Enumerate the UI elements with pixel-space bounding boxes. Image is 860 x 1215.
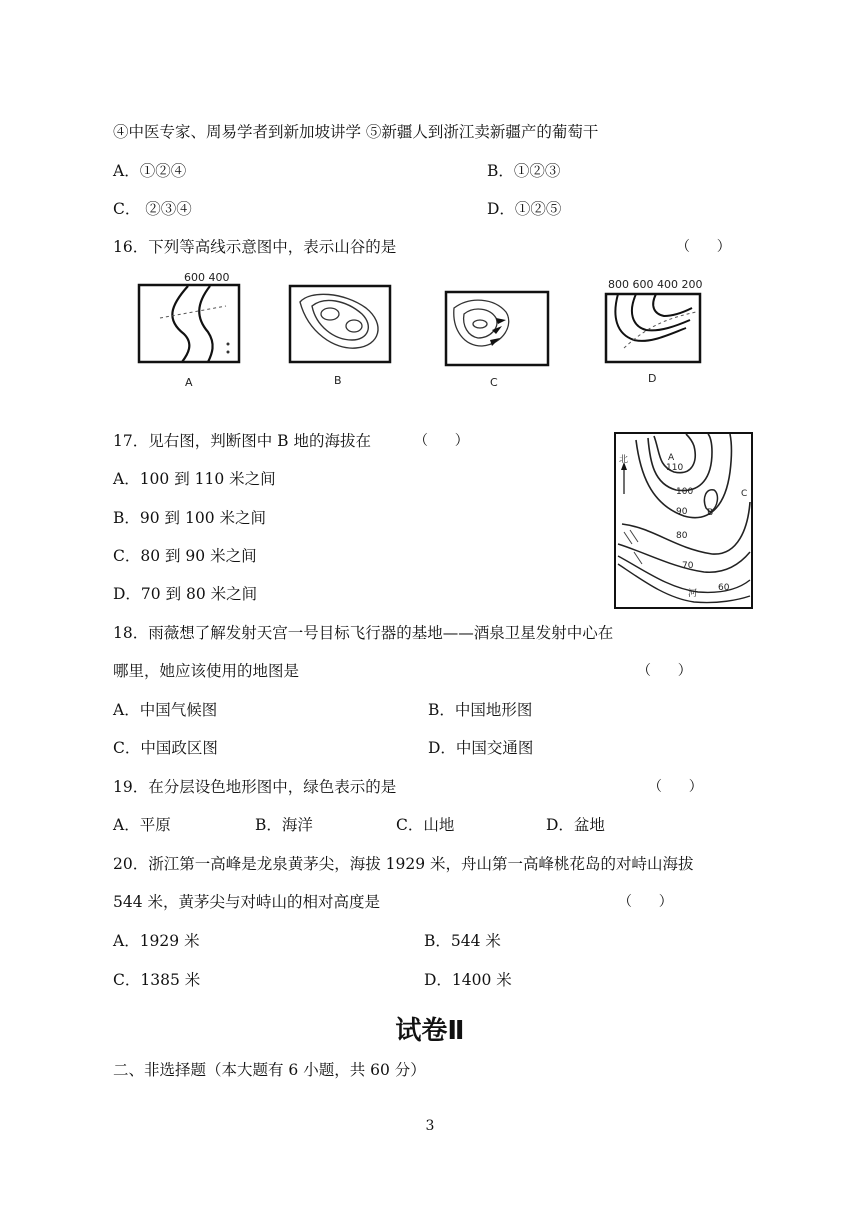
contour-80-label: 80 [676,531,688,541]
q15-option-c: C． ②③④ [113,200,192,218]
q18-stem-line1: 18．雨薇想了解发射天宫一号目标飞行器的基地——酒泉卫星发射中心在 [113,624,614,642]
q17-option-b: B．90 到 100 米之间 [113,509,266,527]
q20-option-b: B．544 米 [424,932,501,950]
section-title: 试卷Ⅱ [395,1016,465,1046]
q17-option-c: C．80 到 90 米之间 [113,547,257,565]
q17-stem: 17．见右图，判断图中 B 地的海拔在 [113,432,371,450]
section-description: 二、非选择题（本大题有 6 小题，共 60 分） [113,1061,426,1079]
q19-option-d: D．盆地 [546,816,605,834]
contour-diagram-b [290,286,390,387]
q18-answer-paren: （ ） [637,663,692,679]
diagram-a-top-label: 600 400 [184,271,230,284]
q17-answer-paren: （ ） [414,433,469,449]
q18-stem-line2: 哪里，她应该使用的地图是 [113,662,300,680]
diagram-d-label: D [648,372,657,385]
q16-contour-figures [130,268,710,393]
contour-60-label: 60 [718,583,730,593]
q18-option-d: D．中国交通图 [428,739,534,757]
q15-option-line: ④中医专家、周易学者到新加坡讲学 ⑤新疆人到浙江卖新疆产的葡萄干 [113,123,599,141]
contour-diagram-a [139,271,239,389]
diagram-c-label: C [490,376,498,389]
diagram-b-label: B [334,374,342,387]
q18-option-a: A．中国气候图 [113,701,218,719]
contour-110-label: 110 [666,463,684,473]
contour-90-label: 90 [676,507,688,517]
q18-option-c: C．中国政区图 [113,739,218,757]
q15-option-d: D．①②⑤ [487,200,562,218]
diagram-d-top-label: 800 600 400 200 [608,278,703,291]
q15-option-b: B．①②③ [487,162,561,180]
page-number: 3 [425,1118,435,1134]
contour-diagram-d [606,278,702,385]
q20-option-a: A．1929 米 [113,932,200,950]
point-b-label: B [707,508,714,518]
q20-stem-line1: 20．浙江第一高峰是龙泉黄茅尖，海拔 1929 米，舟山第一高峰桃花岛的对峙山海拔 [113,855,694,873]
q19-answer-paren: （ ） [648,779,703,795]
q16-stem: 16．下列等高线示意图中，表示山谷的是 [113,238,397,256]
q19-stem: 19．在分层设色地形图中，绿色表示的是 [113,778,397,796]
q17-contour-map [614,432,754,610]
point-a-label: A [668,453,675,463]
point-c-label: C [741,489,748,499]
q19-option-b: B．海洋 [255,816,313,834]
contour-100-label: 100 [676,487,694,497]
contour-diagram-c [446,292,548,389]
q20-answer-paren: （ ） [618,894,673,910]
contour-70-label: 70 [682,561,694,571]
q19-option-a: A．平原 [113,816,171,834]
q17-option-d: D．70 到 80 米之间 [113,585,258,603]
q20-stem-line2: 544 米，黄茅尖与对峙山的相对高度是 [113,893,381,911]
q19-option-c: C．山地 [396,816,455,834]
q20-option-c: C．1385 米 [113,971,201,989]
q20-option-d: D．1400 米 [424,971,512,989]
q17-option-a: A．100 到 110 米之间 [113,470,276,488]
north-arrow-label: 北 [619,455,629,465]
diagram-a-label: A [185,376,193,389]
q16-answer-paren: （ ） [676,239,731,255]
q15-option-a: A．①②④ [113,162,187,180]
q18-option-b: B．中国地形图 [428,701,533,719]
river-label: 河 [688,589,698,599]
